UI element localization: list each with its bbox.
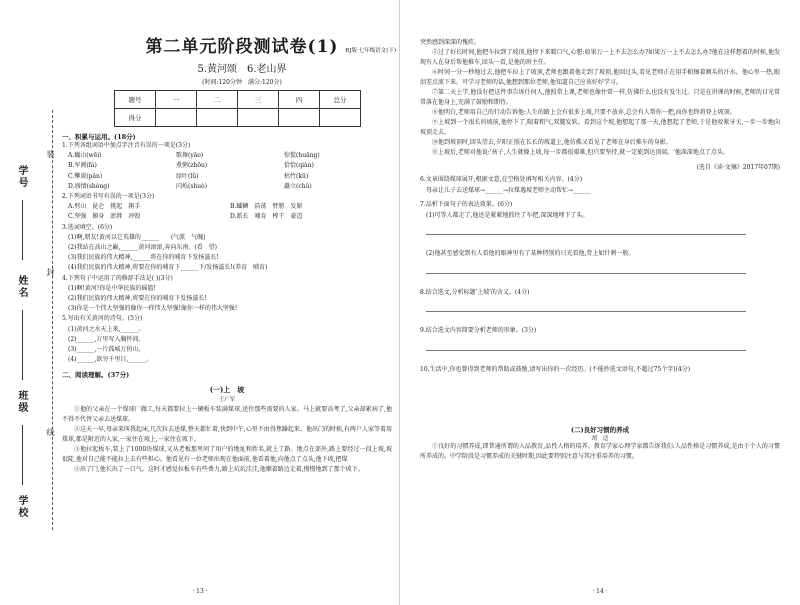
cut-line	[52, 110, 53, 530]
time-info: (时间:120分钟 满分:120分)	[202, 79, 282, 86]
question-8: 8.结合选文,分析标题'上坡'的含义。(4分)	[420, 288, 530, 296]
story-paragraph: ⑧他明白,老师用自己的行动告诉他:人生的路上会有很多上坡,只要不放弃,总会有人帮你一把,而你也终将登上坡顶。	[432, 109, 736, 116]
passage-author: 胡 适	[591, 436, 609, 442]
question-1: 1.下列各组词语中加点字注音有误的一项是(3分)	[62, 142, 191, 149]
score-input[interactable]	[156, 109, 197, 127]
binding-label-school: 学校	[16, 495, 27, 519]
story-paragraph: ①他的父亲在一个煤球厂做工,每天都要拉上一辆板车装满煤球,送往那些需要的人家。马上就要高考了,父亲却累病了,他不得不代替父亲去送煤球。	[62, 406, 392, 424]
score-cell: 总分	[320, 91, 361, 109]
edition-label: RJ版·七年级语文(下)	[345, 48, 396, 54]
question-option-row	[62, 212, 392, 222]
option-text: C.攀谈(pān)	[68, 172, 103, 180]
right-page	[400, 0, 800, 605]
question-item: (4)我们民族的伟大精神,将要在你的哺育下______下/发扬滋长!(养育 哺育)	[68, 264, 268, 272]
question-9: 9.结合选文内容简要分析老师的形象。(3分)	[420, 327, 537, 334]
question-3: 3.选词填空。(6分)	[62, 223, 113, 231]
page-title: 第二单元阶段测试卷(1)	[145, 37, 339, 57]
question-option-row	[62, 182, 392, 192]
option-text: B.蟠鳞 浩荡 臂膀 发原	[230, 203, 303, 211]
left-content	[62, 32, 396, 475]
score-cell: 得分	[115, 109, 156, 127]
question-item: (1)啊,朋友!黄河以它英雄的______ (气派 气魄)	[68, 233, 206, 241]
binding-fill-line	[22, 200, 23, 260]
option-text: 惊慌(huāng)	[284, 152, 320, 160]
section-heading: 二、阅读理解。(37分)	[62, 371, 130, 380]
story-paragraph: ⑦第二天上学,他没有把这件事告诉任何人,他照常上课,老师也像往常一样,仿佛什么也没有发生过。只是在讲课的时候,老师的目光常常落在他身上,充满了鼓励和期待。	[420, 89, 780, 106]
option-text: 绿叶(lǜ)	[176, 172, 199, 180]
score-input[interactable]	[197, 109, 238, 127]
option-text: 恰恰(qiàn)	[284, 162, 314, 170]
score-cell: 二	[197, 91, 238, 109]
binding-label-name: 姓名	[16, 275, 27, 299]
option-text: 闪烁(shuò)	[176, 182, 208, 190]
binding-fill-line	[22, 425, 23, 485]
question-item: (1)啊!黄河!你是中华民族的摇篮!	[68, 284, 156, 292]
right-content	[420, 38, 780, 462]
passage-title: (二)良好习惯的养成	[570, 426, 630, 434]
score-cell: 三	[238, 91, 279, 109]
question-option-row	[62, 172, 392, 182]
answer-line[interactable]	[426, 263, 746, 274]
answer-line[interactable]	[426, 224, 746, 235]
story-paragraph: ③他拉起板车,装上了1000块煤球,又从老板那里问了用户的地址和姓名,就上了路。地点在郊外,路上要经过一段上坡,坡很陡,他对自己能不能拉上去有些担心。他看见有一位老师出现在他面前,他看着他,向他点了点头,他下坡,把煤	[62, 446, 392, 464]
cut-mark: 封	[46, 268, 55, 276]
passage-paragraph: ①良好的习惯养成,即普通所谓的人品教育,品性人格的培养。教育学家心理学家都告诉我们:人品性格是习惯养成,是由于个人的习惯所养成的。中学阶段是习惯养成的关键时期,因此要特别注意与其注重培养的习惯。	[420, 443, 780, 460]
story-title: (一)上 坡	[209, 385, 245, 395]
story-paragraph: ⑤过了好长时间,他把车拉到了坡顶,他停下来喘口气,心想:如果万一上不去怎么办?如果万一上不去怎么办?他在这样想着的时候,他发现有人在身后帮他推车,回头一看,是他的班主任。	[420, 49, 780, 66]
story-paragraph: ⑨上坡到一个很长的坡前,他停下了,喘着粗气,双腿发软。看到这个坡,他想起了那一天,他想起了老师,于是他咬紧牙关,一步一步地向坡顶走去。	[420, 119, 780, 136]
score-table-score-row	[115, 109, 361, 127]
story-paragraph: 突然感到深深的愧疚。	[420, 39, 481, 46]
question-item: (2)我站在高山之巅,______黄河滚滚,奔向东南。(看 望)	[68, 244, 217, 252]
binding-label-class: 班级	[16, 390, 27, 414]
option-text: D.盛情(shèng)	[68, 182, 110, 190]
option-text: D.派长 哺育 榨干 豪迈	[230, 213, 303, 221]
source-citation: (选自《读·文摘》2017年07期)	[696, 164, 780, 171]
score-input[interactable]	[320, 109, 361, 127]
question-4: 4.下列句子中运用了的修辞手法是( )(3分)	[62, 274, 173, 282]
page-number: · 14 ·	[592, 588, 608, 595]
question-6-flow: 母亲让儿子去送煤球→______→拉煤遇坡老师主动帮忙→______	[426, 186, 592, 194]
option-text: A.劈山 昆仑 挑起 掬手	[68, 203, 141, 211]
option-text: B.军阀(fá)	[68, 162, 97, 170]
question-item: (3)你是一个伟大坚强的像你一样伟大坚强!像你一样的伟大坚强!	[68, 305, 238, 313]
page-number: · 13 ·	[192, 588, 208, 595]
score-cell: 题号	[115, 91, 156, 109]
question-7a: (1)可等人都走了,他还是紧紧地抓住了车把,深深地埋下了头。	[426, 211, 589, 219]
question-5: 5.写出有关黄河的诗句。(5分)	[62, 315, 143, 323]
question-option-row	[62, 151, 392, 161]
story-paragraph: ④出了门,他长出了一口气。这时才感觉拉板车有些费力,路上坑坑洼洼,他顺着路边走着,慢慢地到了那个坡下。	[74, 466, 364, 474]
story-paragraph: ⑩他到坡顶时,回头望去,夕阳正照在长长的坡道上,他仿佛又看见了老师在身后推车的身影。	[432, 139, 672, 146]
option-text: C.坚强 俯身 澎湃 冲毁	[68, 213, 141, 221]
page-subtitle: 5.黄河颂 6.老山界	[197, 64, 287, 75]
story-paragraph: ⑥时间一分一秒地过去,他把车拉上了坡顶,老师也跟着他走到了坡顶,他回过头,看见老师正在用手帕擦着额头的汗水。他心里一热,眼泪差点流下来。可学习老师的话,他想到那位老师,他知道自己应该好好学习。	[420, 69, 780, 86]
question-item: (3)______,一片孤城万仞山。	[68, 346, 145, 354]
score-cell: 一	[156, 91, 197, 109]
question-option-row	[62, 161, 392, 171]
score-cell: 四	[279, 91, 320, 109]
question-10: 10.生活中,你也曾得到老师的帮助或鼓励,请写出你的一次经历。(不能抄选文语句,不超过75个字)(4分)	[420, 365, 691, 373]
question-6: 6.文章围绕煤球展开,根据文意,在空格处填写相关内容。(4分)	[420, 176, 583, 183]
score-input[interactable]	[279, 109, 320, 127]
score-table-header-row	[115, 91, 361, 109]
score-input[interactable]	[238, 109, 279, 127]
section-heading: 一、积累与运用。(18分)	[62, 133, 136, 141]
score-table	[114, 90, 361, 127]
question-7: 7.品析下面句子的表达效果。(6分)	[420, 201, 513, 208]
story-paragraph: ②这天一早,母亲来叫我起床,几次拉去送煤,整天都忙着,快到中午,心里不由得焦躁起来。他出门的时候,有两户人家等着用煤球,都是附近的人家,一家住在坡上,一家住在坡下。	[62, 426, 392, 444]
answer-line[interactable]	[426, 301, 746, 312]
option-text: A.巍山(wēi)	[68, 152, 102, 160]
question-2: 2.下列词语书写有误的一项是(3分)	[62, 193, 155, 201]
option-text: 歌舞(yāo)	[176, 152, 204, 160]
question-option-row	[62, 202, 392, 212]
binding-label-student-number: 学号	[16, 165, 27, 189]
question-item: (1)黄河之水天上来,______。	[68, 325, 145, 333]
binding-margin	[0, 0, 62, 605]
story-paragraph: ⑪上坡后,老师对他说:'孩子,人生就像上坡,每一步都很艰难,但只要坚持,就一定能到达顶端。'他深深地点了点头。	[432, 149, 729, 156]
story-author: 王广军	[218, 397, 236, 404]
question-item: (2)我们民族的伟大精神,将要在你的哺育下发扬滋长!	[68, 295, 207, 303]
answer-line[interactable]	[426, 340, 746, 351]
option-text: 煮粥(zhōu)	[176, 162, 208, 170]
cut-mark: 装	[46, 150, 55, 158]
question-item: (3)我们民族的伟大精神,______将在你的哺育下发扬滋长!	[68, 254, 219, 262]
option-text: 矗立(chǔ)	[284, 182, 312, 190]
option-text: 枯竹(kū)	[284, 172, 309, 180]
cut-mark: 线	[46, 428, 55, 436]
binding-fill-line	[22, 310, 23, 380]
question-item: (4)______,欲穷千里目,______。	[68, 356, 153, 364]
question-item: (2)______,万里写入胸怀间。	[68, 335, 145, 343]
question-7b: (2)他甚至感觉到有人看他的眼神里有了某种特别的日光看他,背上如针刺一般。	[426, 250, 635, 257]
